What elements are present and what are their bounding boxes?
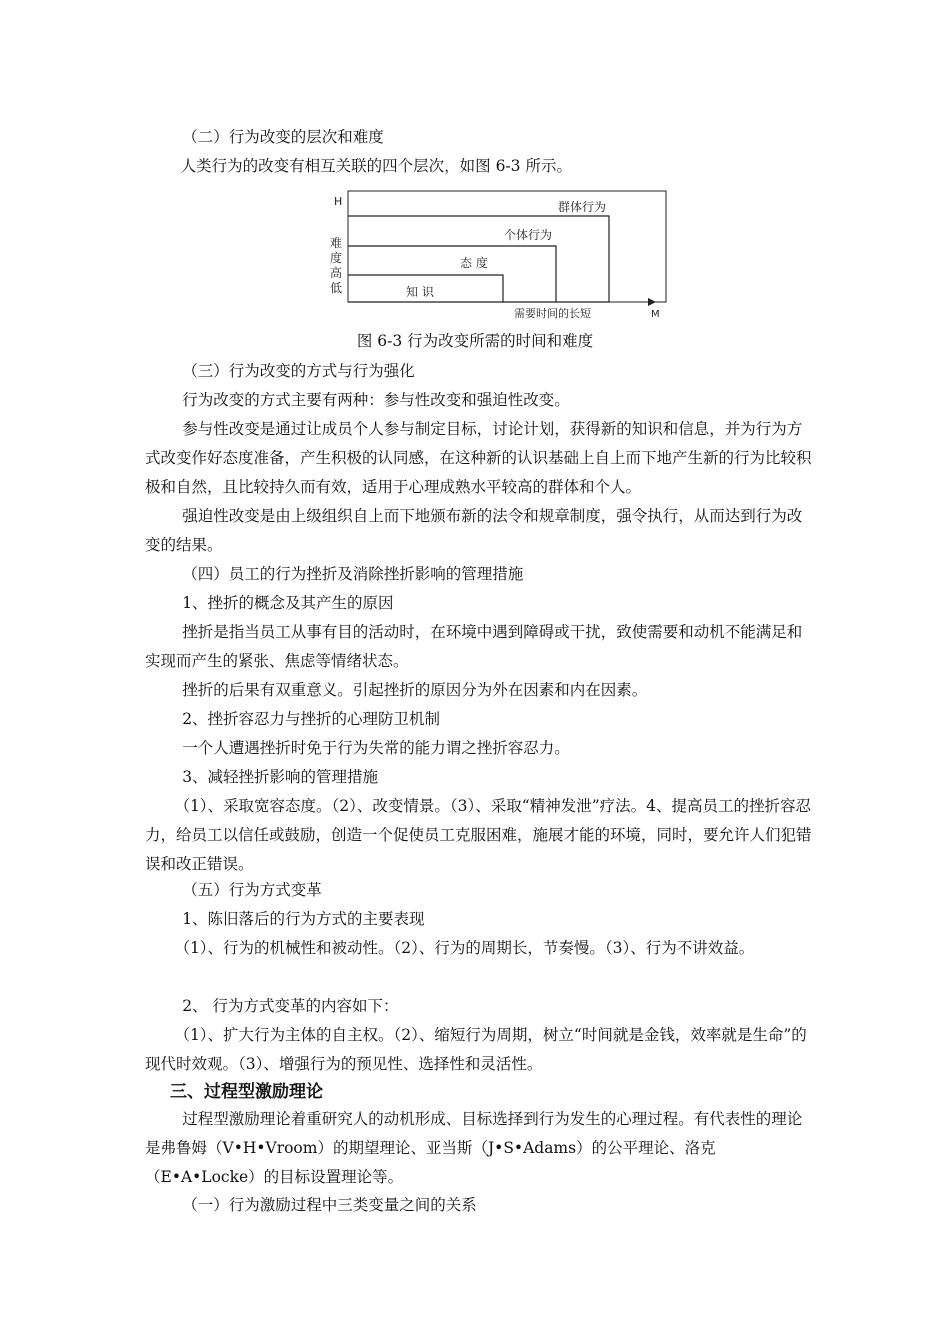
paragraph: 挫折是指当员工从事有目的活动时，在环境中遇到障碍或干扰，致使需要和动机不能满足和实现而产生的紧张、焦虑等情绪状态。 bbox=[145, 623, 803, 670]
y-axis-label-char: 难 bbox=[330, 236, 343, 250]
subheading: 2、 行为方式变革的内容如下： bbox=[182, 997, 399, 1015]
paragraph: 参与性改变是通过让成员个人参与制定目标，讨论计划，获得新的知识和信息，并为行为方式改变作好态度准备，产生积极的认同感，在这种新的认识基础上自上而下地产生新的行为比较积极和自然，且比较持久而有效，适用于心理成熟水平较高的群体和个人。 bbox=[145, 420, 812, 496]
level-label-attitude: 态 度 bbox=[460, 256, 488, 270]
paragraph: （1）、扩大行为主体的自主权。（2）、缩短行为周期，树立“时间就是金钱，效率就是生命”的现代时效观。（3）、增强行为的预见性、选择性和灵活性。 bbox=[145, 1026, 807, 1073]
subheading: 2、挫折容忍力与挫折的心理防卫机制 bbox=[182, 710, 441, 728]
section-heading-3: （三）行为改变的方式与行为强化 bbox=[182, 362, 415, 380]
y-axis-label-char: 高 bbox=[330, 266, 343, 280]
subheading: 1、挫折的概念及其产生的原因 bbox=[182, 594, 394, 612]
section-heading-5: （五）行为方式变革 bbox=[182, 881, 322, 899]
paragraph: 行为改变的方式主要有两种：参与性改变和强迫性改变。 bbox=[182, 391, 570, 409]
paragraph: 人类行为的改变有相互关联的四个层次，如图 6-3 所示。 bbox=[180, 157, 572, 175]
level-label-group: 群体行为 bbox=[558, 200, 607, 214]
subheading: 1、陈旧落后的行为方式的主要表现 bbox=[182, 910, 425, 928]
section-heading-2: （二）行为改变的层次和难度 bbox=[182, 128, 384, 146]
paragraph: 过程型激励理论着重研究人的动机形成、目标选择到行为发生的心理过程。有代表性的理论是弗鲁姆（V•H•Vroom）的期望理论、亚当斯（J•S•Adams）的公平理论、洛克（E•A•Locke）的目标设置理论等。 bbox=[145, 1110, 803, 1186]
y-axis-top-label: H bbox=[334, 195, 343, 208]
x-axis-end-label: M bbox=[651, 309, 660, 320]
paragraph: 一个人遭遇挫折时免于行为失常的能力谓之挫折容忍力。 bbox=[182, 739, 570, 757]
section-heading-4: （四）员工的行为挫折及消除挫折影响的管理措施 bbox=[182, 565, 524, 583]
figure-caption: 图 6-3 行为改变所需的时间和难度 bbox=[356, 332, 594, 350]
level-label-individual: 个体行为 bbox=[504, 228, 553, 242]
x-axis-label: 需要时间的长短 bbox=[514, 307, 591, 320]
level-label-knowledge: 知 识 bbox=[406, 285, 434, 299]
figure-6-3-diagram bbox=[320, 188, 680, 323]
section-heading-1: （一）行为激励过程中三类变量之间的关系 bbox=[182, 1196, 477, 1214]
chapter-heading: 三、过程型激励理论 bbox=[170, 1082, 323, 1102]
paragraph: （1）、行为的机械性和被动性。（2）、行为的周期长，节奏慢。（3）、行为不讲效益。 bbox=[174, 939, 755, 957]
y-axis-label-char: 低 bbox=[330, 281, 343, 295]
paragraph: 强迫性改变是由上级组织自上而下地颁布新的法令和规章制度，强令执行，从而达到行为改变的结果。 bbox=[145, 507, 803, 554]
subheading: 3、减轻挫折影响的管理措施 bbox=[182, 768, 379, 786]
y-axis-label-char: 度 bbox=[330, 251, 343, 265]
paragraph: 挫折的后果有双重意义。引起挫折的原因分为外在因素和内在因素。 bbox=[182, 681, 648, 699]
paragraph: （1）、采取宽容态度。（2）、改变情景。（3）、采取“精神发泄”疗法。4、提高员工的挫折容忍力，给员工以信任或鼓励，创造一个促使员工克服困难，施展才能的环境，同时，要允许人们犯错误和改正错误。 bbox=[145, 797, 812, 873]
